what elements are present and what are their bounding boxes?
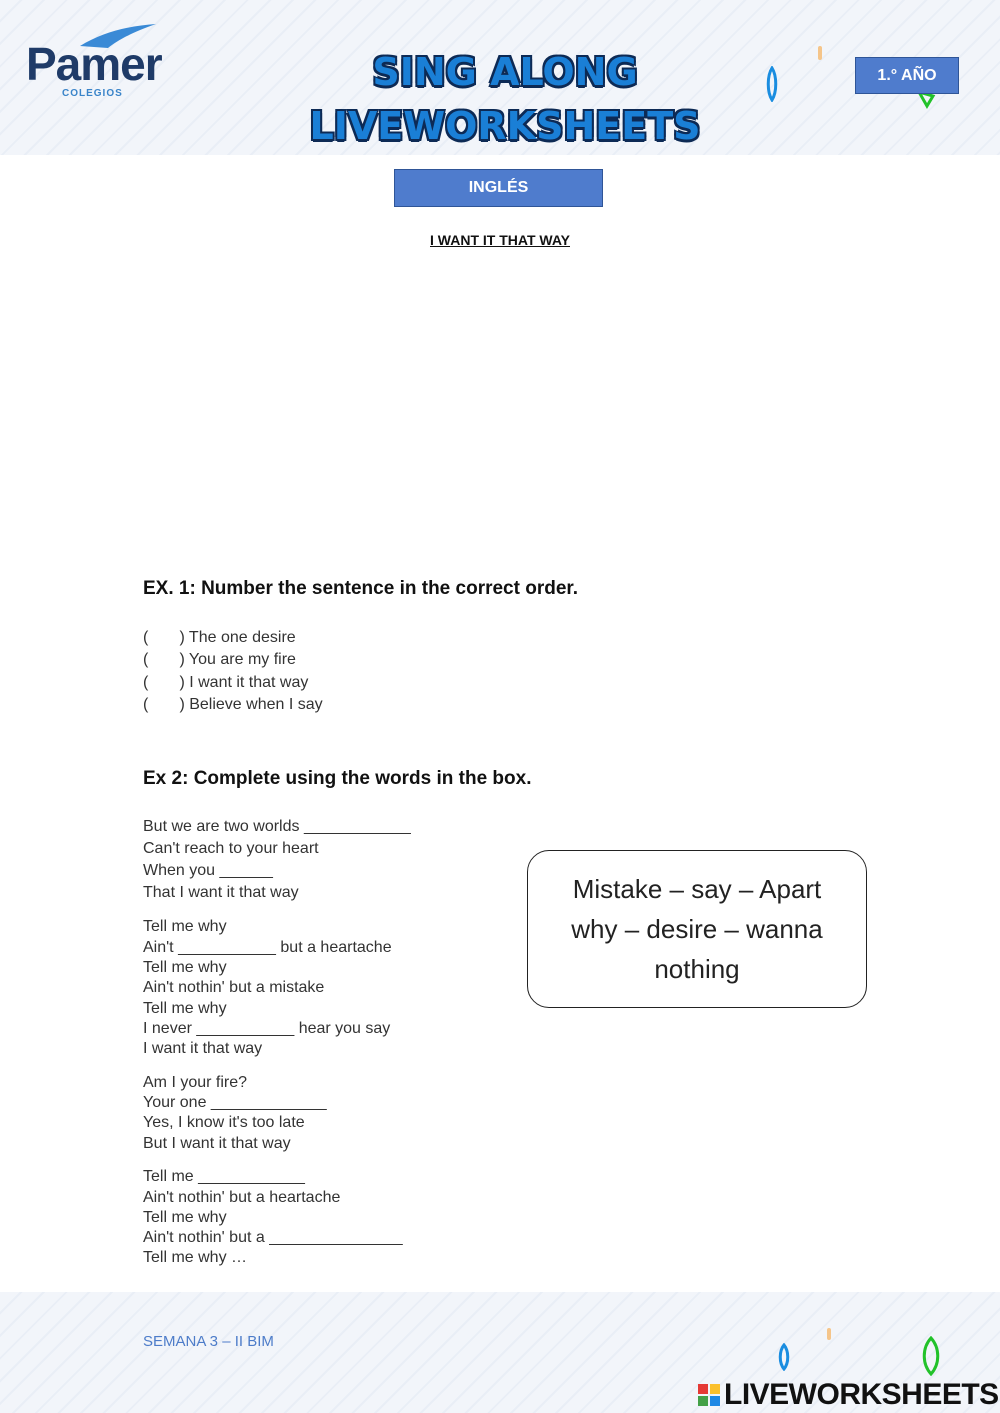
- exercise2-heading: Ex 2: Complete using the words in the box.: [143, 768, 532, 789]
- lyric-line: I want it that way: [143, 1040, 263, 1057]
- crayon-doodle-icon: [776, 1343, 792, 1371]
- lyric-line: Ain't nothin' but a mistake: [143, 979, 325, 996]
- lyric-line: Tell me why: [143, 918, 227, 935]
- brand-subtitle: COLEGIOS: [62, 88, 123, 99]
- crayon-doodle-icon: [764, 66, 780, 102]
- word-bank-box: [527, 850, 867, 1008]
- liveworksheets-logo: [698, 1378, 999, 1412]
- word-bank-line: nothing: [654, 954, 740, 984]
- word-bank-line: Mistake – say – Apart: [572, 874, 822, 904]
- lyric-line: Yes, I know it's too late: [143, 1114, 305, 1131]
- lyric-line: Ain't nothin' but a _______________: [143, 1229, 403, 1246]
- lyric-line: That I want it that way: [143, 884, 299, 901]
- subject-badge: INGLÉS: [394, 169, 603, 207]
- crayon-doodle-icon: [816, 44, 824, 62]
- lyric-line: Tell me ____________: [143, 1168, 305, 1185]
- word-bank-line: why – desire – wanna: [571, 914, 823, 944]
- ordering-item: ( ) The one desire: [143, 629, 296, 646]
- year-badge: 1.° AÑO: [855, 57, 959, 94]
- footer-week-label: SEMANA 3 – II BIM: [143, 1333, 274, 1350]
- lyric-line: When you ______: [143, 862, 273, 879]
- song-title: I WANT IT THAT WAY: [430, 232, 570, 248]
- crayon-doodle-icon: [918, 1336, 944, 1376]
- lyric-line: Ain't ___________ but a heartache: [143, 939, 392, 956]
- lyric-line: Tell me why: [143, 959, 227, 976]
- page-title-line2: LIVEWORKSHEETS: [309, 104, 701, 148]
- ordering-item: ( ) I want it that way: [143, 674, 309, 691]
- lyric-line: Ain't nothin' but a heartache: [143, 1189, 341, 1206]
- lyric-line: Can't reach to your heart: [143, 840, 319, 857]
- brand-name: Pamer: [26, 38, 162, 90]
- exercise1-heading: EX. 1: Number the sentence in the correct order.: [143, 578, 579, 599]
- page-title-line1: SING ALONG: [372, 50, 638, 94]
- liveworksheets-logo-icon: [698, 1384, 720, 1406]
- ordering-item: ( ) Believe when I say: [143, 696, 323, 713]
- lyric-line: Your one _____________: [143, 1094, 327, 1111]
- pamer-logo: [26, 22, 176, 102]
- lyric-line: I never ___________ hear you say: [143, 1020, 391, 1037]
- lyric-line: But we are two worlds ____________: [143, 818, 411, 835]
- liveworksheets-logo-text: LIVEWORKSHEETS: [724, 1378, 999, 1411]
- lyric-line: Tell me why: [143, 1000, 227, 1017]
- lyric-line: Tell me why: [143, 1209, 227, 1226]
- ordering-item: ( ) You are my fire: [143, 651, 296, 668]
- lyric-line: But I want it that way: [143, 1135, 291, 1152]
- lyric-line: Tell me why …: [143, 1249, 248, 1266]
- crayon-doodle-icon: [825, 1326, 833, 1342]
- lyric-line: Am I your fire?: [143, 1074, 248, 1091]
